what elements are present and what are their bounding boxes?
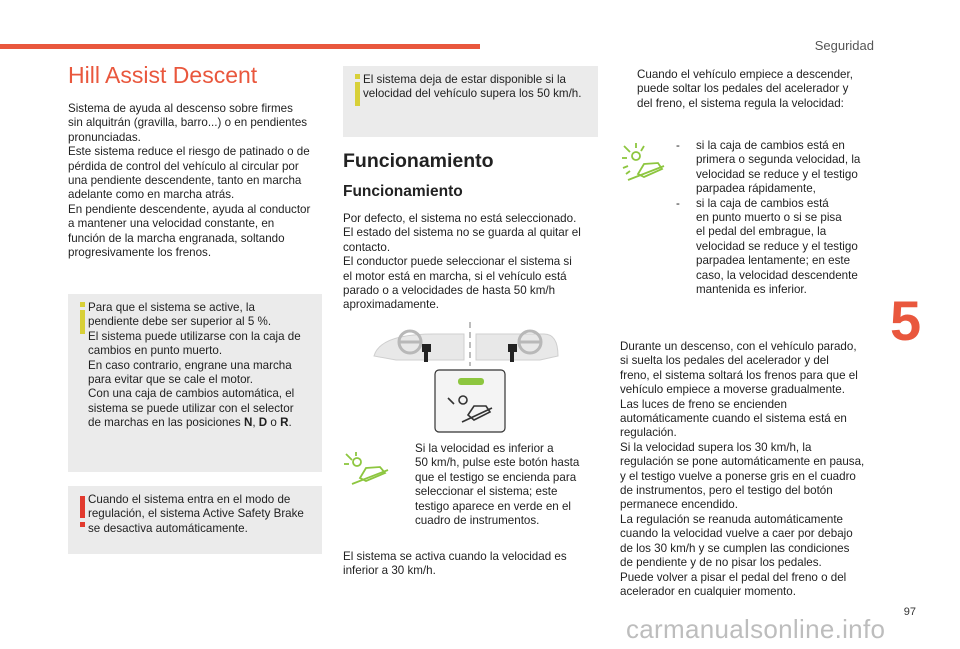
info-note-speed	[343, 66, 598, 137]
bullet-mark	[620, 68, 637, 111]
warning-note-text: Cuando el sistema entra en el modo de regulación, el sistema Active Safety Brake se desactiva automáticamente.	[88, 493, 304, 535]
dash-text: si la caja de cambios está en primera o segunda velocidad, la velocidad se reduce y el testigo parpadea rápidamente,	[696, 139, 861, 196]
section-subheading: Funcionamiento	[343, 183, 463, 200]
watermark: carmanualsonline.info	[626, 614, 886, 644]
warning-note	[68, 486, 322, 554]
gear-d: D	[258, 416, 268, 430]
dash-item	[676, 139, 886, 197]
dash-list	[676, 139, 886, 297]
hill-descent-icon	[620, 140, 666, 186]
bullet-text: Si la velocidad es inferior a 50 km/h, pulse este botón hasta que el testigo se encienda para seleccionar el sistema; este testigo aparece en verde en el cuadro de instrumentos.	[415, 442, 580, 528]
operation-paragraph: Por defecto, el sistema no está seleccionado. El estado del sistema no se guarda al quitar el contacto. El conductor puede seleccionar el sistema si el motor está en marcha, si el vehículo está parado o a velocidades de hasta 50 km/h aproximadamente.	[343, 212, 581, 312]
dashboard-illustration	[344, 320, 594, 436]
page-title: Hill Assist Descent	[68, 62, 258, 88]
info-note-body: Para que el sistema se active, la pendiente debe ser superior al 5 %. El sistema puede utilizarse con la caja de cambios en punto muerto. En caso contrario, engrane una marcha para evitar que se cale el motor. Con una caja de cambios automática, el sistema se puede utilizar con el selector de marchas en las posiciones	[88, 301, 301, 430]
section-label: Seguridad	[814, 38, 874, 53]
dash-text: si la caja de cambios está en punto muerto o si se pisa el pedal del embrague, la velocidad se reduce y el testigo parpadea lentamente; en este caso, la velocidad descendente mantenida es inferior.	[696, 196, 858, 297]
gear-sep: o	[267, 416, 281, 430]
dashboard-button-diagram	[344, 320, 594, 436]
gear-n: N	[243, 416, 253, 430]
gear-sep: ,	[252, 416, 259, 430]
info-note-text	[88, 301, 314, 431]
bullet-select-system	[398, 442, 598, 528]
gear-end: .	[288, 416, 292, 430]
activation-paragraph: El sistema se activa cuando la velocidad es inferior a 30 km/h.	[343, 550, 567, 578]
dash-mark: -	[676, 139, 680, 152]
gear-r: R	[280, 416, 289, 430]
info-note-slope	[68, 294, 322, 472]
section-heading: Funcionamiento	[343, 150, 494, 172]
header-accent-bar	[0, 44, 480, 49]
bullet-mark	[398, 442, 415, 528]
hill-descent-icon	[342, 448, 392, 488]
bullet-descent-text: Cuando el vehículo empiece a descender, puede soltar los pedales del acelerador y del freno, el sistema regula la velocidad:	[637, 68, 853, 110]
bullet-descent	[620, 68, 878, 111]
dash-item	[676, 197, 886, 298]
chapter-number: 5	[890, 289, 922, 352]
dash-mark: -	[676, 196, 680, 210]
intro-paragraph: Sistema de ayuda al descenso sobre firmes sin alquitrán (gravilla, barro...) o en pendientes pronunciadas. Este sistema reduce el riesgo de patinado o de pérdida de control del vehículo al circular por una pendiente descendente, tanto en marcha adelante como en marcha atrás. En pendiente descendente, ayuda al conductor a mantener una velocidad constante, en función de la marcha engranada, soltando progresivamente los frenos.	[68, 102, 311, 260]
page-number: 97	[903, 606, 916, 618]
info-note-speed-text: El sistema deja de estar disponible si la velocidad del vehículo supera los 50 km/h.	[363, 73, 582, 101]
descent-regulation-paragraph: Durante un descenso, con el vehículo parado, si suelta los pedales del acelerador y del freno, el sistema soltará los frenos para que el vehículo empiece a moverse gradualmente. Las luces de freno se encienden automáticamente cuando el sistema está en regulación. Si la velocidad supera los 30 km/h, la regulación se pone automáticamente en pausa, y el testigo vuelve a ponerse gris en el cuadro de instrumentos, pero el testigo del botón permanece encendido. La regulación se reanuda automáticamente cuando la velocidad vuelve a caer por debajo de los 30 km/h y se cumplen las condiciones de pendiente y de no pisar los pedales. Puede volver a pisar el pedal del freno o del acelerador en cualquier momento.	[620, 340, 865, 598]
